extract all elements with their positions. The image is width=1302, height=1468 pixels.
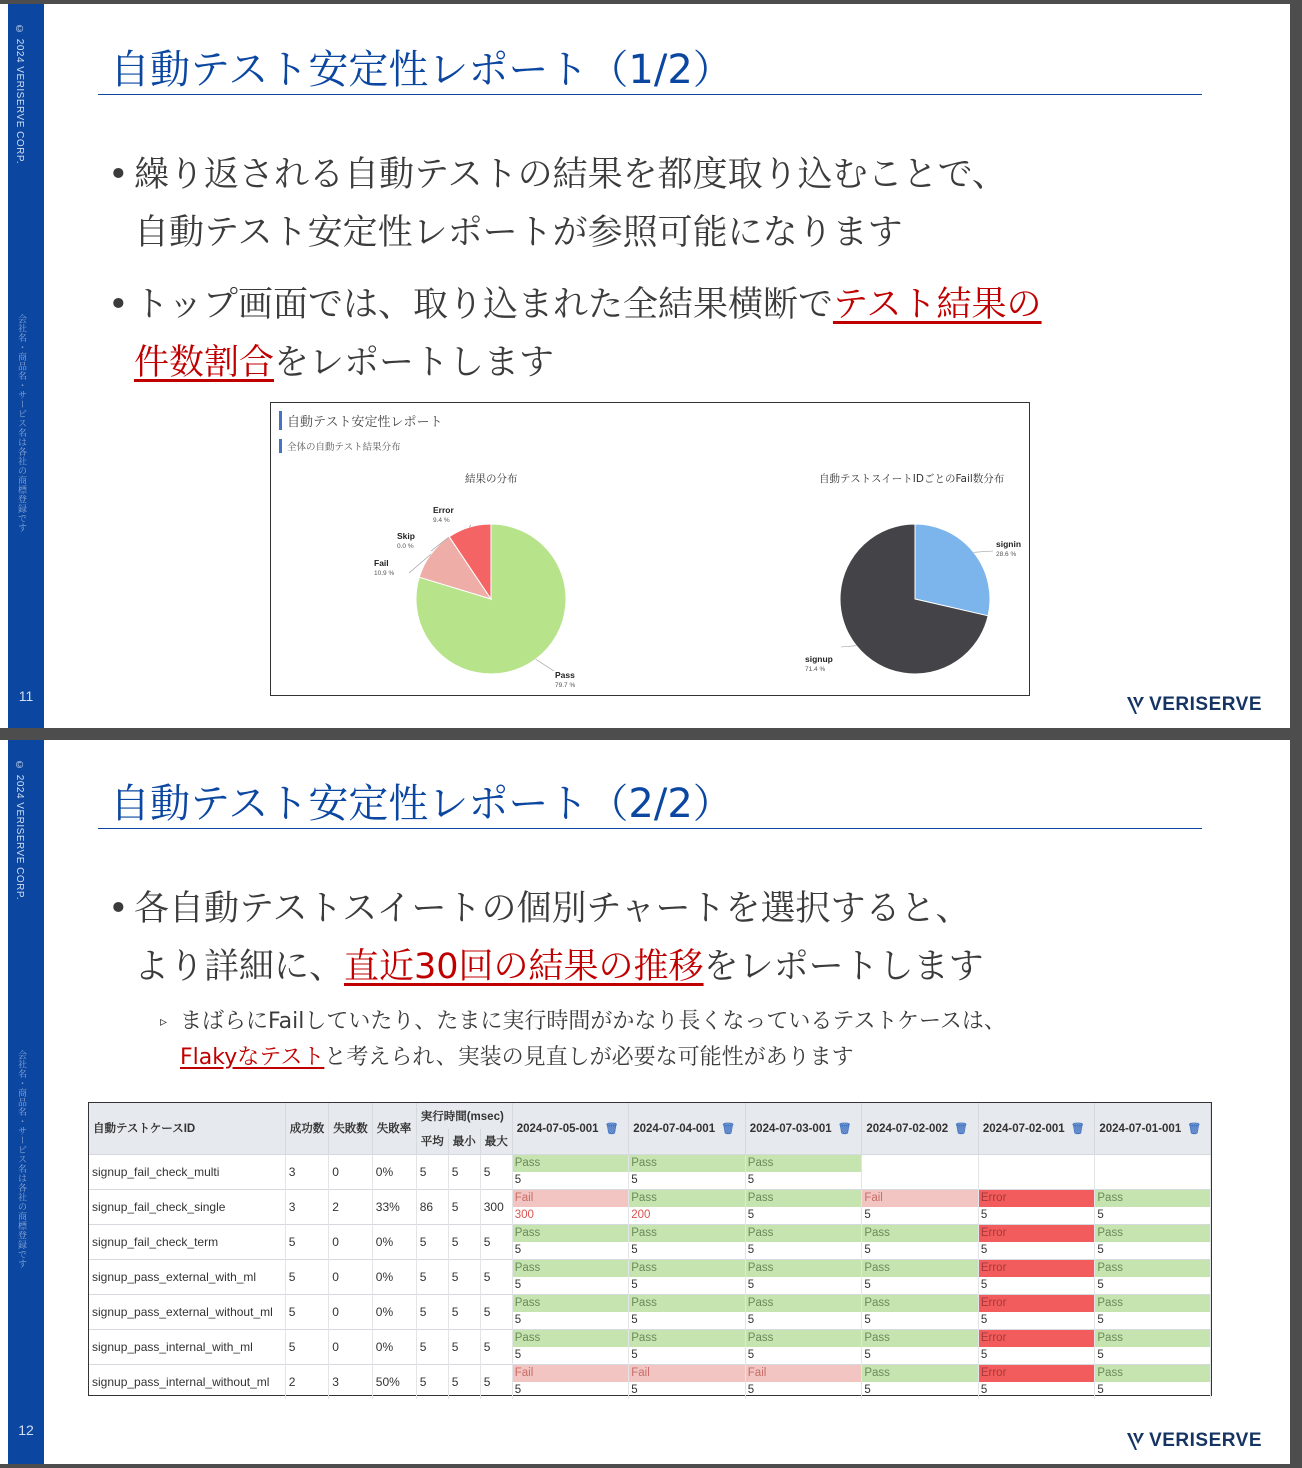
result-time: 5 (1097, 1243, 1104, 1256)
result-cell[interactable] (862, 1364, 979, 1399)
cell-max: 5 (480, 1329, 512, 1364)
highlight-text: 直近30回の結果の推移 (344, 947, 704, 987)
col-header-run[interactable] (978, 1103, 1095, 1154)
result-time: 5 (747, 1313, 755, 1326)
result-time: 5 (514, 1313, 522, 1326)
result-cell[interactable] (745, 1294, 862, 1329)
cell-id: signup_pass_external_without_ml (89, 1294, 285, 1329)
table-row (89, 1154, 1211, 1189)
slide-12 (0, 740, 1290, 1464)
run-id: 2024-07-04-001 (633, 1122, 716, 1135)
result-time: 5 (980, 1243, 988, 1256)
result-time: 5 (514, 1243, 522, 1256)
bullet-dot-icon: • (108, 285, 129, 325)
result-cell[interactable] (629, 1329, 746, 1364)
cell-id: signup_pass_external_with_ml (89, 1259, 285, 1294)
veriserve-logo (1126, 1430, 1262, 1452)
result-time: 5 (747, 1208, 755, 1221)
result-status: Pass (862, 1365, 978, 1382)
result-cell[interactable] (978, 1294, 1095, 1329)
copyright-text: © 2024 VERISERVE CORP. (14, 760, 25, 901)
cell-fail: 2 (329, 1189, 373, 1224)
bullet-item (108, 146, 1007, 262)
title-underline (98, 94, 1202, 95)
result-status (1095, 1155, 1210, 1172)
result-cell[interactable] (862, 1189, 979, 1224)
cell-max: 300 (480, 1189, 512, 1224)
trash-icon[interactable]: 🗑 (954, 1122, 969, 1135)
cell-fail: 0 (329, 1294, 373, 1329)
veriserve-logo (1126, 694, 1262, 716)
cell-rate: 0% (372, 1154, 416, 1189)
result-status: Fail (862, 1190, 978, 1207)
result-status: Error (979, 1295, 1095, 1312)
cell-avg: 5 (416, 1224, 448, 1259)
bullet-item (108, 276, 1042, 392)
trash-icon[interactable]: 🗑 (1187, 1122, 1202, 1135)
table-row (89, 1364, 1211, 1399)
report-screenshot (270, 402, 1030, 696)
cell-max: 5 (480, 1224, 512, 1259)
result-time: 5 (514, 1278, 522, 1291)
result-status: Pass (629, 1260, 745, 1277)
col-header-run[interactable] (629, 1103, 746, 1154)
pie-label-connector (536, 659, 554, 671)
result-status: Pass (513, 1295, 629, 1312)
result-cell[interactable] (745, 1154, 862, 1189)
veriserve-logo-icon (1126, 1431, 1146, 1451)
result-status: Pass (513, 1260, 629, 1277)
col-header-run[interactable] (512, 1103, 629, 1154)
table-row (89, 1329, 1211, 1364)
result-status: Pass (1095, 1260, 1210, 1277)
pie-label-percent: 71.4 % (805, 666, 826, 673)
result-cell[interactable] (978, 1224, 1095, 1259)
pie-label-category: Skip (397, 531, 415, 541)
result-status: Error (979, 1365, 1095, 1382)
page-number: 11 (18, 688, 34, 704)
run-id: 2024-07-03-001 (749, 1122, 832, 1135)
result-time (979, 1172, 1095, 1189)
col-header-fail[interactable]: 失敗数 (329, 1103, 373, 1154)
result-time (1095, 1172, 1210, 1189)
cell-success: 5 (285, 1329, 329, 1364)
pie-charts (271, 403, 1029, 695)
pie-label-category: signup (805, 654, 833, 664)
result-cell[interactable] (1095, 1189, 1211, 1224)
result-cell[interactable] (1095, 1154, 1211, 1189)
result-time: 5 (747, 1383, 755, 1396)
cell-id: signup_pass_internal_with_ml (89, 1329, 285, 1364)
cell-rate: 50% (372, 1364, 416, 1399)
highlight-text: 件数割合 (134, 343, 275, 383)
cell-avg: 5 (416, 1259, 448, 1294)
col-header-id[interactable]: 自動テストケースID (89, 1103, 285, 1154)
result-cell[interactable] (978, 1154, 1095, 1189)
result-status: Pass (629, 1155, 745, 1172)
result-cell[interactable] (629, 1189, 746, 1224)
col-header-run[interactable] (745, 1103, 862, 1154)
cell-success: 2 (285, 1364, 329, 1399)
table-row (89, 1259, 1211, 1294)
result-cell[interactable] (512, 1154, 629, 1189)
bullet-text: より詳細に、 (134, 947, 345, 987)
result-status: Fail (629, 1365, 745, 1382)
run-id: 2024-07-01-001 (1099, 1122, 1182, 1135)
pie-label-category: Pass (555, 670, 575, 680)
result-time: 5 (514, 1348, 522, 1361)
result-status: Pass (1095, 1330, 1210, 1347)
trash-icon[interactable]: 🗑 (721, 1122, 736, 1135)
report-heading: 自動テスト安定性レポート (279, 411, 442, 430)
result-cell[interactable] (512, 1224, 629, 1259)
col-header-exec-time: 実行時間(msec) (416, 1103, 512, 1129)
cell-rate: 0% (372, 1224, 416, 1259)
page-number: 12 (18, 1422, 34, 1438)
result-status: Pass (862, 1260, 978, 1277)
result-time: 5 (1097, 1208, 1104, 1221)
result-status: Pass (1095, 1190, 1210, 1207)
result-status: Error (979, 1330, 1095, 1347)
result-status: Pass (746, 1295, 862, 1312)
result-cell[interactable] (862, 1224, 979, 1259)
result-status: Pass (746, 1330, 862, 1347)
result-cell[interactable] (862, 1329, 979, 1364)
pie-label-connector (841, 646, 856, 647)
result-cell[interactable] (978, 1259, 1095, 1294)
result-time: 5 (631, 1348, 638, 1361)
pie-label-percent: 9.4 % (433, 517, 450, 524)
result-status: Pass (746, 1260, 862, 1277)
result-status: Pass (1095, 1295, 1210, 1312)
pie-label-percent: 79.7 % (555, 682, 576, 689)
cell-max: 5 (480, 1364, 512, 1399)
result-status: Error (979, 1225, 1095, 1242)
cell-min: 5 (448, 1224, 480, 1259)
col-header-max[interactable]: 最大 (480, 1129, 512, 1154)
col-header-avg[interactable]: 平均 (416, 1129, 448, 1154)
cell-rate: 0% (372, 1294, 416, 1329)
result-time: 5 (631, 1173, 638, 1186)
veriserve-logo-icon (1126, 695, 1146, 715)
result-status: Pass (629, 1295, 745, 1312)
result-time: 300 (514, 1208, 534, 1221)
result-status: Pass (746, 1190, 862, 1207)
result-status (979, 1155, 1095, 1172)
cell-min: 5 (448, 1364, 480, 1399)
result-cell[interactable] (745, 1329, 862, 1364)
result-status: Pass (746, 1225, 862, 1242)
trash-icon[interactable]: 🗑 (837, 1122, 852, 1135)
col-header-run[interactable] (1095, 1103, 1211, 1154)
result-cell[interactable] (745, 1224, 862, 1259)
result-time: 5 (514, 1173, 522, 1186)
cell-min: 5 (448, 1294, 480, 1329)
result-status: Pass (746, 1155, 862, 1172)
highlight-text: テスト結果の (832, 285, 1042, 325)
slide-title: 自動テスト安定性レポート（2/2） (110, 781, 733, 827)
cell-rate: 33% (372, 1189, 416, 1224)
trash-icon[interactable]: 🗑 (604, 1122, 619, 1135)
results-table (89, 1103, 1211, 1399)
highlight-text: Flakyなテスト (180, 1045, 325, 1070)
result-time: 5 (1097, 1348, 1104, 1361)
bullet-dot-icon: • (108, 889, 129, 929)
result-time: 5 (980, 1383, 988, 1396)
slide-11 (0, 4, 1290, 728)
table-row (89, 1189, 1211, 1224)
sub-bullet-text: まばらにFailしていたり、たまに実行時間がかなり長くなっているテストケースは、 (180, 1009, 1006, 1034)
cell-success: 5 (285, 1294, 329, 1329)
logo-text: VERISERVE (1149, 694, 1262, 715)
cell-avg: 5 (416, 1154, 448, 1189)
cell-avg: 5 (416, 1364, 448, 1399)
report-subheading: 全体の自動テスト結果分布 (279, 439, 401, 453)
result-cell[interactable] (1095, 1329, 1211, 1364)
col-header-rate[interactable]: 失敗率 (372, 1103, 416, 1154)
result-time (862, 1172, 978, 1189)
result-cell[interactable] (1095, 1259, 1211, 1294)
result-cell[interactable] (978, 1364, 1095, 1399)
result-status (862, 1155, 978, 1172)
result-time: 5 (980, 1313, 988, 1326)
run-id: 2024-07-02-002 (866, 1122, 949, 1135)
result-status: Pass (1095, 1365, 1210, 1382)
trademark-notice: 会社名・商品名・サービス名は各社の商標登録です (16, 1050, 26, 1269)
result-time: 5 (980, 1208, 988, 1221)
cell-success: 5 (285, 1224, 329, 1259)
trash-icon[interactable]: 🗑 (1070, 1122, 1085, 1135)
table-row (89, 1224, 1211, 1259)
result-time: 5 (747, 1173, 755, 1186)
cell-id: signup_pass_internal_without_ml (89, 1364, 285, 1399)
cell-success: 5 (285, 1259, 329, 1294)
result-status: Pass (862, 1225, 978, 1242)
cell-id: signup_fail_check_single (89, 1189, 285, 1224)
col-header-success[interactable]: 成功数 (285, 1103, 329, 1154)
result-time: 5 (514, 1383, 522, 1396)
result-cell[interactable] (512, 1329, 629, 1364)
result-cell[interactable] (745, 1189, 862, 1224)
cell-max: 5 (480, 1154, 512, 1189)
bullet-text: 各自動テストスイートの個別チャートを選択すると、 (134, 889, 971, 929)
chart-title-fail-distribution: 自動テストスイートIDごとのFail数分布 (819, 473, 1005, 485)
result-status: Pass (1095, 1225, 1210, 1242)
bullet-text: をレポートします (703, 947, 984, 987)
result-cell[interactable] (629, 1154, 746, 1189)
cell-min: 5 (448, 1329, 480, 1364)
cell-fail: 0 (329, 1154, 373, 1189)
cell-avg: 5 (416, 1294, 448, 1329)
result-cell[interactable] (512, 1294, 629, 1329)
cell-min: 5 (448, 1259, 480, 1294)
result-status: Pass (513, 1155, 629, 1172)
result-cell[interactable] (512, 1259, 629, 1294)
title-underline (98, 828, 1202, 829)
result-cell[interactable] (978, 1189, 1095, 1224)
cell-avg: 5 (416, 1329, 448, 1364)
result-time: 5 (864, 1278, 871, 1291)
result-cell[interactable] (1095, 1294, 1211, 1329)
cell-min: 5 (448, 1189, 480, 1224)
bullet-text: をレポートします (274, 343, 555, 383)
copyright-text: © 2024 VERISERVE CORP. (14, 24, 25, 165)
chart-title-result-distribution: 結果の分布 (465, 473, 518, 485)
result-time: 5 (631, 1383, 638, 1396)
result-cell[interactable] (629, 1364, 746, 1399)
result-time: 200 (631, 1208, 651, 1221)
logo-text: VERISERVE (1149, 1430, 1262, 1451)
results-table-screenshot (88, 1102, 1212, 1396)
pie-label-category: Fail (374, 558, 389, 568)
result-time: 5 (747, 1243, 755, 1256)
result-status: Fail (746, 1365, 862, 1382)
table-row (89, 1294, 1211, 1329)
pie-label-category: signin (996, 539, 1022, 549)
cell-success: 3 (285, 1154, 329, 1189)
result-cell[interactable] (629, 1294, 746, 1329)
result-status: Pass (513, 1330, 629, 1347)
result-status: Pass (629, 1330, 745, 1347)
result-time: 5 (631, 1243, 638, 1256)
pie-label-category: Error (433, 505, 454, 515)
result-cell[interactable] (745, 1259, 862, 1294)
cell-fail: 0 (329, 1224, 373, 1259)
col-header-min[interactable]: 最小 (448, 1129, 480, 1154)
result-time: 5 (631, 1313, 638, 1326)
run-id: 2024-07-02-001 (982, 1122, 1065, 1135)
cell-id: signup_fail_check_multi (89, 1154, 285, 1189)
run-id: 2024-07-05-001 (516, 1122, 599, 1135)
cell-success: 3 (285, 1189, 329, 1224)
result-time: 5 (864, 1243, 871, 1256)
sub-bullet-text: と考えられ、実装の見直しが必要な可能性があります (324, 1045, 854, 1070)
cell-max: 5 (480, 1259, 512, 1294)
cell-rate: 0% (372, 1329, 416, 1364)
result-time: 5 (864, 1313, 871, 1326)
result-status: Fail (513, 1190, 629, 1207)
cell-id: signup_fail_check_term (89, 1224, 285, 1259)
pie-label-percent: 28.6 % (996, 551, 1017, 558)
result-time: 5 (980, 1278, 988, 1291)
cell-fail: 0 (329, 1329, 373, 1364)
triangle-bullet-icon: ▹ (160, 1014, 168, 1030)
result-cell[interactable] (1095, 1224, 1211, 1259)
slide-title: 自動テスト安定性レポート（1/2） (110, 47, 733, 93)
result-cell[interactable] (862, 1154, 979, 1189)
result-time: 5 (864, 1348, 871, 1361)
pie-label-percent: 10.9 % (374, 570, 395, 577)
result-cell[interactable] (512, 1189, 629, 1224)
bullet-text: トップ画面では、取り込まれた全結果横断で (134, 285, 833, 325)
cell-avg: 86 (416, 1189, 448, 1224)
cell-fail: 3 (329, 1364, 373, 1399)
cell-fail: 0 (329, 1259, 373, 1294)
result-time: 5 (1097, 1313, 1104, 1326)
bullet-item (108, 880, 984, 996)
result-status: Pass (629, 1190, 745, 1207)
result-status: Pass (862, 1330, 978, 1347)
result-status: Error (979, 1260, 1095, 1277)
result-status: Pass (513, 1225, 629, 1242)
result-cell[interactable] (862, 1294, 979, 1329)
result-time: 5 (980, 1348, 988, 1361)
bullet-dot-icon: • (108, 155, 129, 195)
result-cell[interactable] (1095, 1364, 1211, 1399)
result-time: 5 (631, 1278, 638, 1291)
cell-rate: 0% (372, 1259, 416, 1294)
result-cell[interactable] (978, 1329, 1095, 1364)
result-time: 5 (864, 1208, 871, 1221)
result-time: 5 (747, 1278, 755, 1291)
result-status: Error (979, 1190, 1095, 1207)
pie-label-percent: 0.0 % (397, 543, 414, 550)
sub-bullet-item (160, 1004, 1006, 1076)
cell-max: 5 (480, 1294, 512, 1329)
result-cell[interactable] (629, 1259, 746, 1294)
result-cell[interactable] (862, 1259, 979, 1294)
result-time: 5 (864, 1383, 871, 1396)
pie-label-connector (974, 551, 993, 552)
result-time: 5 (1097, 1383, 1104, 1396)
bullet-text: 繰り返される自動テストの結果を都度取り込むことで、 (134, 155, 1007, 195)
col-header-run[interactable] (862, 1103, 979, 1154)
result-cell[interactable] (512, 1364, 629, 1399)
result-time: 5 (747, 1348, 755, 1361)
trademark-notice: 会社名・商品名・サービス名は各社の商標登録です (16, 314, 26, 533)
result-status: Pass (629, 1225, 745, 1242)
bullet-text: 自動テスト安定性レポートが参照可能になります (134, 213, 903, 253)
result-cell[interactable] (745, 1364, 862, 1399)
result-status: Fail (513, 1365, 629, 1382)
result-status: Pass (862, 1295, 978, 1312)
cell-min: 5 (448, 1154, 480, 1189)
result-time: 5 (1097, 1278, 1104, 1291)
result-cell[interactable] (629, 1224, 746, 1259)
